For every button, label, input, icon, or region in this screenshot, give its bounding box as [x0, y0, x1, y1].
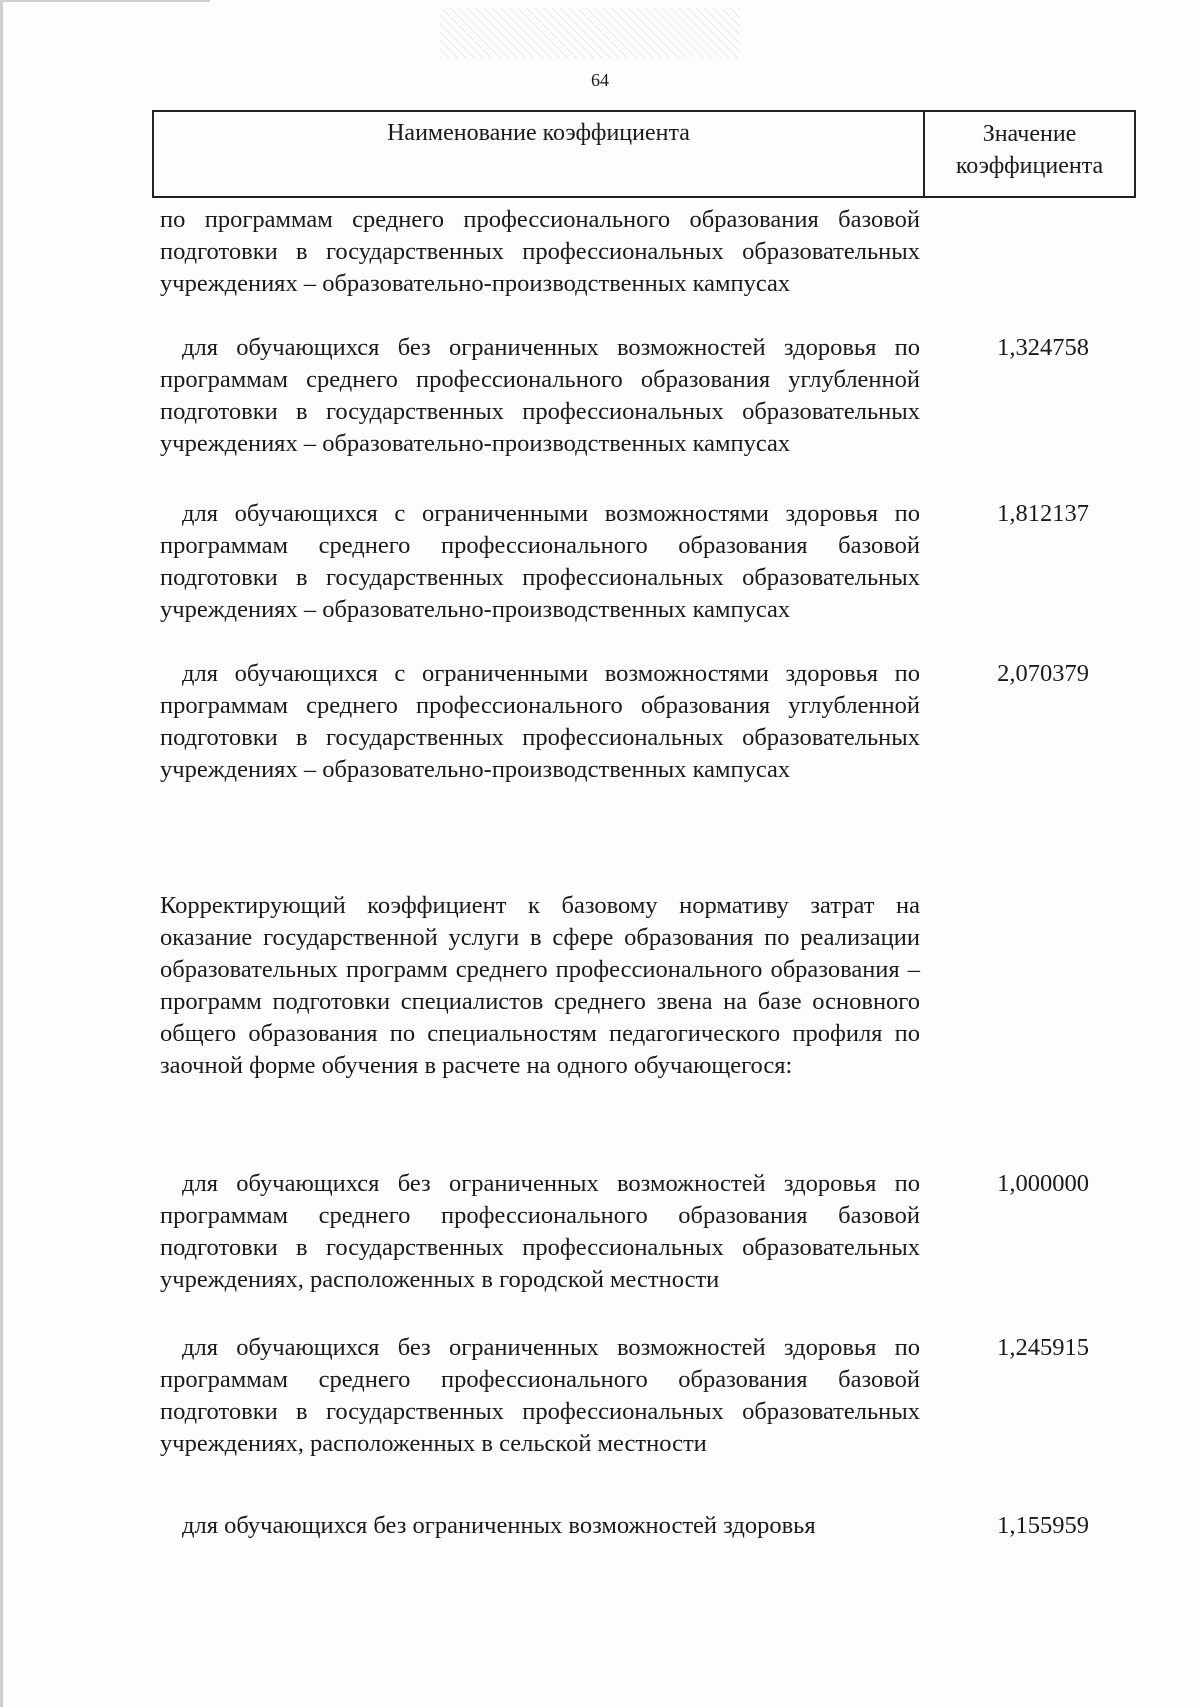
row-text: для обучающихся без ограниченных возможностей здоровья	[182, 1512, 816, 1539]
row-text: Корректирующий коэффициент к базовому нормативу затрат на оказание государственной услуги в сфере образования по реализации образовательных программ среднего профессионального образования – программ подготовки специалистов среднего звена на базе основного общего образования по специальностям педагогического профиля по заочной форме обучения в расчете на одного обучающегося:	[160, 892, 920, 1079]
scan-noise	[440, 8, 740, 58]
header-value-column: Значение коэффициента	[955, 121, 1104, 179]
page-number: 64	[591, 70, 609, 90]
coefficients-table	[152, 110, 1136, 1539]
row-value: 1,812137	[997, 500, 1089, 527]
row-value: 1,324758	[997, 334, 1089, 361]
header-name-column: Наименование коэффициента	[154, 112, 925, 196]
row-value: 1,245915	[997, 1334, 1089, 1361]
row-text: по программам среднего профессионального образования базовой подготовки в государственных профессиональных образовательных учреждениях – образовательно-производственных кампусах	[160, 206, 920, 297]
row-text: для обучающихся без ограниченных возможностей здоровья по программам среднего профессионального образования базовой подготовки в государственных профессиональных образовательных учреждениях, расположенных в сельской местности	[160, 1334, 920, 1457]
row-text: для обучающихся без ограниченных возможностей здоровья по программам среднего профессионального образования углубленной подготовки в государственных профессиональных образовательных учреждениях – образовательно-производственных кампусах	[160, 334, 920, 457]
row-text: для обучающихся с ограниченными возможностями здоровья по программам среднего профессионального образования базовой подготовки в государственных профессиональных образовательных учреждениях – образовательно-производственных кампусах	[160, 500, 920, 623]
row-text: для обучающихся с ограниченными возможностями здоровья по программам среднего профессионального образования углубленной подготовки в государственных профессиональных образовательных учреждениях – образовательно-производственных кампусах	[160, 660, 920, 783]
row-value: 2,070379	[997, 660, 1089, 687]
scan-edge-top	[0, 0, 210, 2]
row-value: 1,000000	[997, 1170, 1089, 1197]
table-header	[152, 110, 1136, 198]
row-text: для обучающихся без ограниченных возможностей здоровья по программам среднего профессионального образования базовой подготовки в государственных профессиональных образовательных учреждениях, расположенных в городской местности	[160, 1170, 920, 1293]
scan-edge-left	[0, 0, 3, 1707]
row-value: 1,155959	[997, 1512, 1089, 1539]
